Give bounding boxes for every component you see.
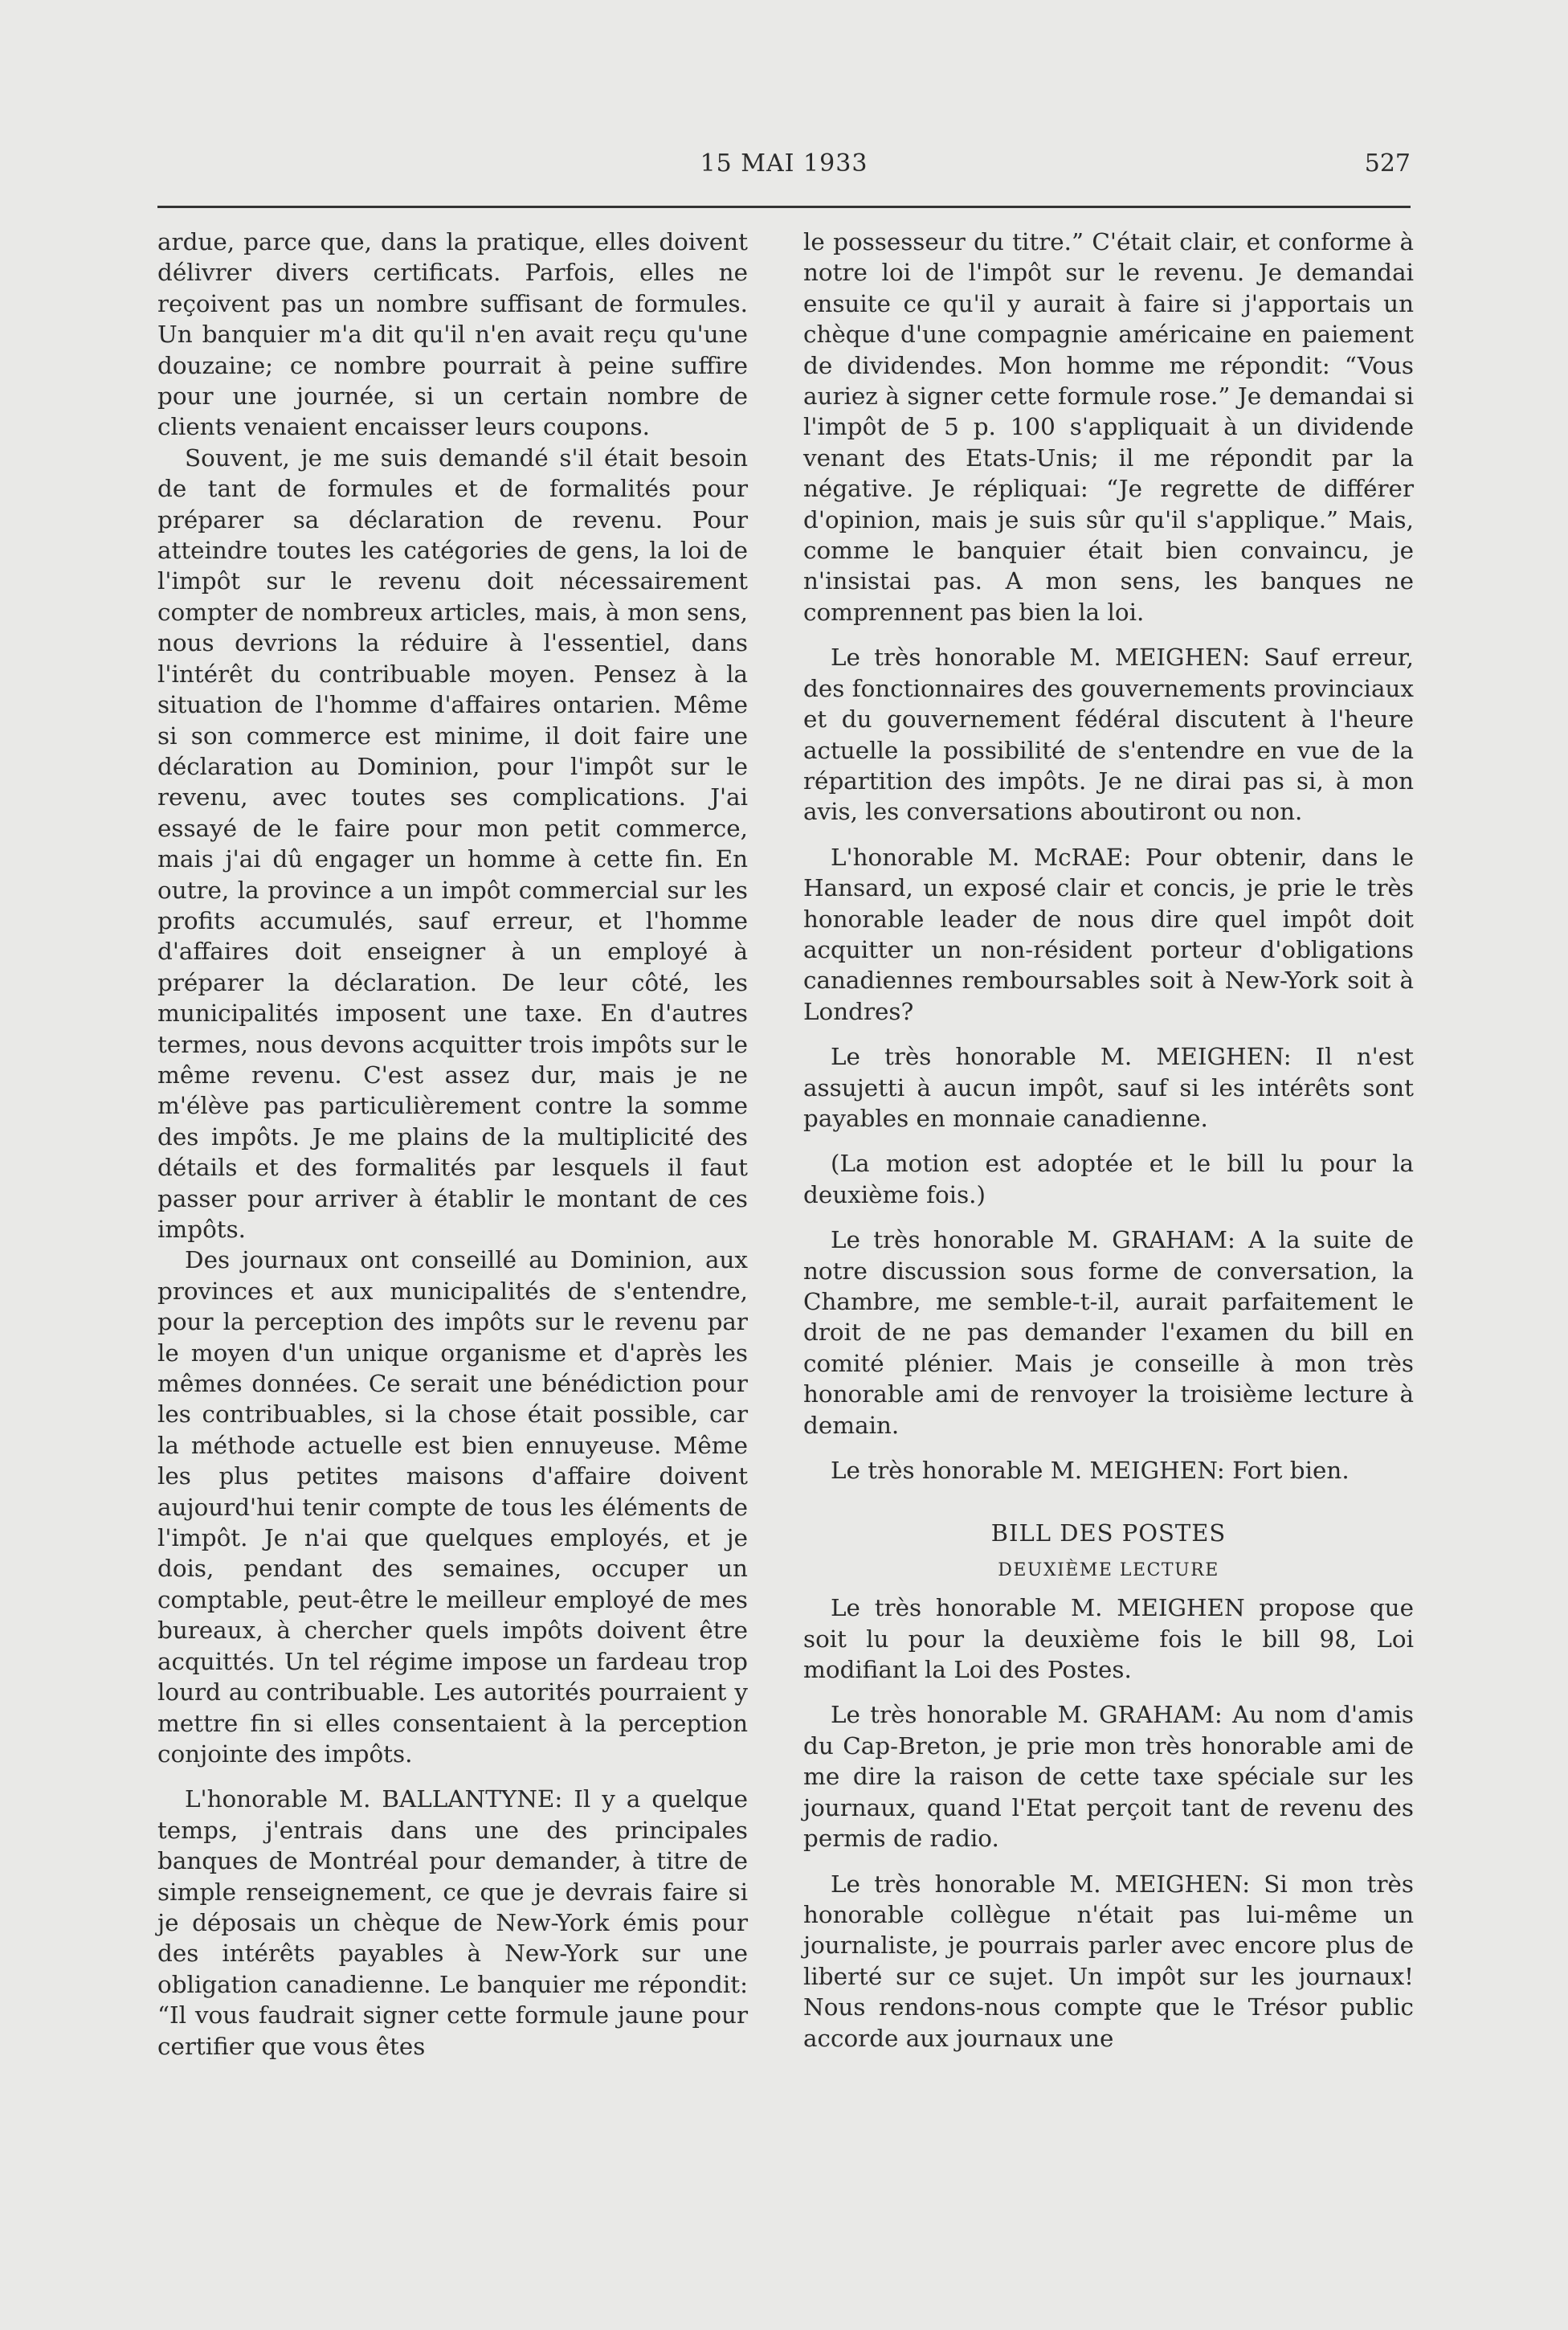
paragraph: L'honorable M. BALLANTYNE: Il y a quelque temps, j'entrais dans une des principales banques de Montréal pour demander, à titre de simple renseignement, ce que je devrais faire si je déposais un chèque de New-York émis pour des intérêts payables à New-York sur une obligation canadienne. Le banquier me répondit: “Il vous faudrait signer cette formule jaune pour certifier que vous êtes [157, 1785, 748, 2060]
paragraph: Le très honorable M. GRAHAM: A la suite de notre discussion sous forme de conversation, la Chambre, me semble-t-il, aurait parfaitement le droit de ne pas demander l'examen du bill en comité plénier. Mais je conseille à mon très honorable ami de renvoyer la troisième lecture à demain. [803, 1226, 1414, 1439]
header-rule [157, 206, 1411, 208]
paragraph: ardue, parce que, dans la pratique, elles doivent délivrer divers certificats. Parfois, elles ne reçoivent pas un nombre suffisant de formules. Un banquier m'a dit qu'il n'en avait reçu qu'une douzaine; ce nombre pourrait à peine suffire pour une journée, si un certain nombre de clients venaient encaisser leurs coupons. [157, 228, 748, 441]
header-date: 15 MAI 1933 [700, 149, 868, 178]
paragraph: Le très honorable M. MEIGHEN propose que soit lu pour la deuxième fois le bill 98, Loi modifiant la Loi des Postes. [803, 1594, 1414, 1684]
page-header [157, 149, 1411, 190]
section-heading: BILL DES POSTES [990, 1519, 1227, 1547]
paragraph: L'honorable M. McRAE: Pour obtenir, dans le Hansard, un exposé clair et concis, je prie le très honorable leader de nous dire quel impôt doit acquitter un non-résident porteur d'obligations canadiennes remboursables soit à New-York soit à Londres? [803, 843, 1414, 1025]
section-subheading: DEUXIÈME LECTURE [998, 1559, 1219, 1580]
right-column [803, 227, 1414, 2054]
paragraph: Des journaux ont conseillé au Dominion, aux provinces et aux municipalités de s'entendre, pour la perception des impôts sur le revenu par le moyen d'un unique organisme et d'après les mêmes données. Ce serait une bénédiction pour les contribuables, si la chose était possible, car la méthode actuelle est bien ennuyeuse. Même les plus petites maisons d'affaire doivent aujourd'hui tenir compte de tous les éléments de l'impôt. Je n'ai que quelques employés, et je dois, pendant des semaines, occuper un comptable, peut-être le meilleur employé de mes bureaux, à chercher quels impôts doivent être acquittés. Un tel régime impose un fardeau trop lourd au contribuable. Les autorités pourraient y mettre fin si elles consentaient à la perception conjointe des impôts. [157, 1246, 748, 1768]
paragraph: Le très honorable M. MEIGHEN: Si mon très honorable collègue n'était pas lui-même un journaliste, je pourrais parler avec encore plus de liberté sur ce sujet. Un impôt sur les journaux! Nous rendons-nous compte que le Trésor public accorde aux journaux une [803, 1870, 1414, 2052]
left-column [157, 227, 748, 2062]
paragraph: Le très honorable M. MEIGHEN: Il n'est assujetti à aucun impôt, sauf si les intérêts sont payables en monnaie canadienne. [803, 1043, 1414, 1132]
page-number: 527 [1364, 149, 1411, 178]
paragraph: (La motion est adoptée et le bill lu pour la deuxième fois.) [803, 1150, 1414, 1208]
paragraph: Le très honorable M. GRAHAM: Au nom d'amis du Cap-Breton, je prie mon très honorable ami de me dire la raison de cette taxe spéciale sur les journaux, quand l'Etat perçoit tant de revenu des permis de radio. [803, 1701, 1414, 1853]
paragraph: Souvent, je me suis demandé s'il était besoin de tant de formules et de formalités pour préparer sa déclaration de revenu. Pour atteindre toutes les catégories de gens, la loi de l'impôt sur le revenu doit nécessairement compter de nombreux articles, mais, à mon sens, nous devrions la réduire à l'essentiel, dans l'intérêt du contribuable moyen. Pensez à la situation de l'homme d'affaires ontarien. Même si son commerce est minime, il doit faire une déclaration au Dominion, pour l'impôt sur le revenu, avec toutes ses complications. J'ai essayé de le faire pour mon petit commerce, mais j'ai dû engager un homme à cette fin. En outre, la province a un impôt commercial sur les profits accumulés, sauf erreur, et l'homme d'affaires doit enseigner à un employé à préparer la déclaration. De leur côté, les municipalités imposent une taxe. En d'autres termes, nous devons acquitter trois impôts sur le même revenu. C'est assez dur, mais je ne m'élève pas particulièrement contre la somme des impôts. Je me plains de la multiplicité des détails et des formalités par lesquels il faut passer pour arriver à établir le montant de ces impôts. [157, 444, 748, 1243]
paragraph: Le très honorable M. MEIGHEN: Sauf erreur, des fonctionnaires des gouvernements provinciaux et du gouvernement fédéral discutent à l'heure actuelle la possibilité de s'entendre en vue de la répartition des impôts. Je ne dirai pas si, à mon avis, les conversations aboutiront ou non. [803, 644, 1414, 826]
paragraph: le possesseur du titre.” C'était clair, et conforme à notre loi de l'impôt sur le revenu. Je demandai ensuite ce qu'il y aurait à faire si j'apportais un chèque d'une compagnie américaine en paiement de dividendes. Mon homme me répondit: “Vous auriez à signer cette formule rose.” Je demandai si l'impôt de 5 p. 100 s'appliquait à un dividende venant des Etats-Unis; il me répondit par la négative. Je répliquai: “Je regrette de différer d'opinion, mais je suis sûr qu'il s'applique.” Mais, comme le banquier était bien convaincu, je n'insistai pas. A mon sens, les banques ne comprennent pas bien la loi. [803, 228, 1414, 626]
paragraph: Le très honorable M. MEIGHEN: Fort bien. [831, 1457, 1350, 1485]
